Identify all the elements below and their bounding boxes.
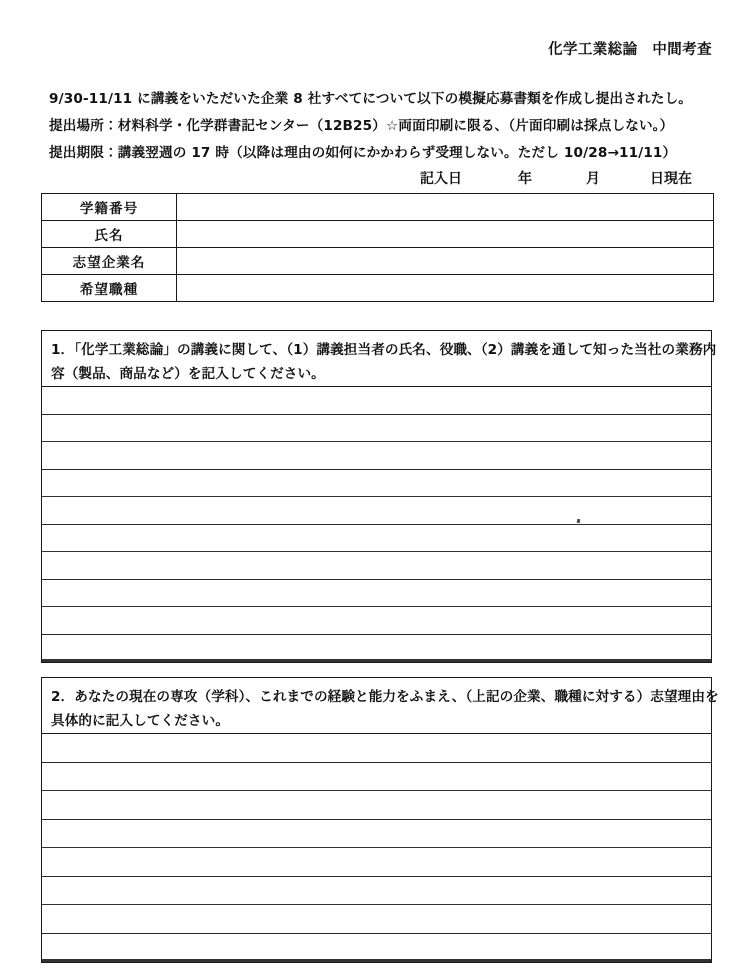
question-2-answer-area[interactable] (42, 734, 711, 962)
info-value-student-id[interactable] (177, 194, 714, 221)
intro-line-3: 提出期限：講義翌週の 17 時（以降は理由の如何にかかわらず受理しない。ただし 10/28→11/11） (49, 145, 677, 161)
answer-ruled-line[interactable] (42, 525, 711, 553)
document-header-title: 化学工業総論 中間考査 (548, 42, 712, 58)
record-date-row (420, 168, 712, 188)
question-1-prompt (42, 331, 717, 387)
answer-ruled-line[interactable] (42, 734, 711, 763)
answer-ruled-line[interactable] (42, 763, 711, 792)
answer-ruled-line[interactable] (42, 607, 711, 635)
answer-ruled-line[interactable] (42, 635, 711, 663)
intro-line-2: 提出場所：材料科学・化学群書記センター（12B25）☆両面印刷に限る、（片面印刷は採点しない。） (49, 118, 674, 134)
record-date-label: 記入日 (420, 171, 462, 187)
info-label-company: 志望企業名 (42, 248, 177, 275)
table-row (42, 248, 714, 275)
info-value-company[interactable] (177, 248, 714, 275)
table-row (42, 275, 714, 302)
answer-ruled-line[interactable] (42, 552, 711, 580)
table-row (42, 221, 714, 248)
answer-ruled-line[interactable] (42, 470, 711, 498)
record-date-month-label: 月 (586, 171, 600, 187)
answer-ruled-line[interactable] (42, 442, 711, 470)
info-value-job-type[interactable] (177, 275, 714, 302)
answer-ruled-line[interactable] (42, 820, 711, 849)
info-label-student-id: 学籍番号 (42, 194, 177, 221)
info-label-job-type: 希望職種 (42, 275, 177, 302)
question-2-prompt-line-1: 2．あなたの現在の専攻（学科）、これまでの経験と能力をふまえ、（上記の企業、職種に対する）志望理由を (51, 689, 719, 705)
answer-ruled-line[interactable] (42, 848, 711, 877)
question-1-prompt-line-2: 容（製品、商品など）を記入してください。 (51, 366, 325, 382)
question-1-answer-area[interactable] (42, 387, 711, 662)
answer-ruled-line[interactable] (42, 877, 711, 906)
answer-ruled-line[interactable] (42, 387, 711, 415)
table-row (42, 194, 714, 221)
answer-ruled-line[interactable] (42, 580, 711, 608)
answer-ruled-line[interactable] (42, 905, 711, 934)
info-value-name[interactable] (177, 221, 714, 248)
question-2-prompt (42, 678, 719, 734)
answer-ruled-line[interactable] (42, 497, 711, 525)
intro-line-1: 9/30-11/11 に講義をいただいた企業 8 社すべてについて以下の模擬応募書類を作成し提出されたし。 (49, 91, 692, 107)
intro-paragraph (49, 86, 719, 167)
info-label-name: 氏名 (42, 221, 177, 248)
question-1-prompt-line-1: 1．「化学工業総論」の講義に関して、（1）講義担当者の氏名、役職、（2）講義を通して知った当社の業務内 (51, 342, 717, 358)
record-date-year-label: 年 (518, 171, 532, 187)
answer-ruled-line[interactable] (42, 791, 711, 820)
answer-ruled-line[interactable] (42, 415, 711, 443)
question-2-prompt-line-2: 具体的に記入してください。 (51, 713, 230, 729)
record-date-day-label: 日現在 (650, 171, 692, 187)
question-block-2 (41, 677, 719, 963)
answer-ruled-line[interactable] (42, 934, 711, 963)
question-block-1 (41, 330, 717, 663)
applicant-info-table (41, 193, 714, 302)
